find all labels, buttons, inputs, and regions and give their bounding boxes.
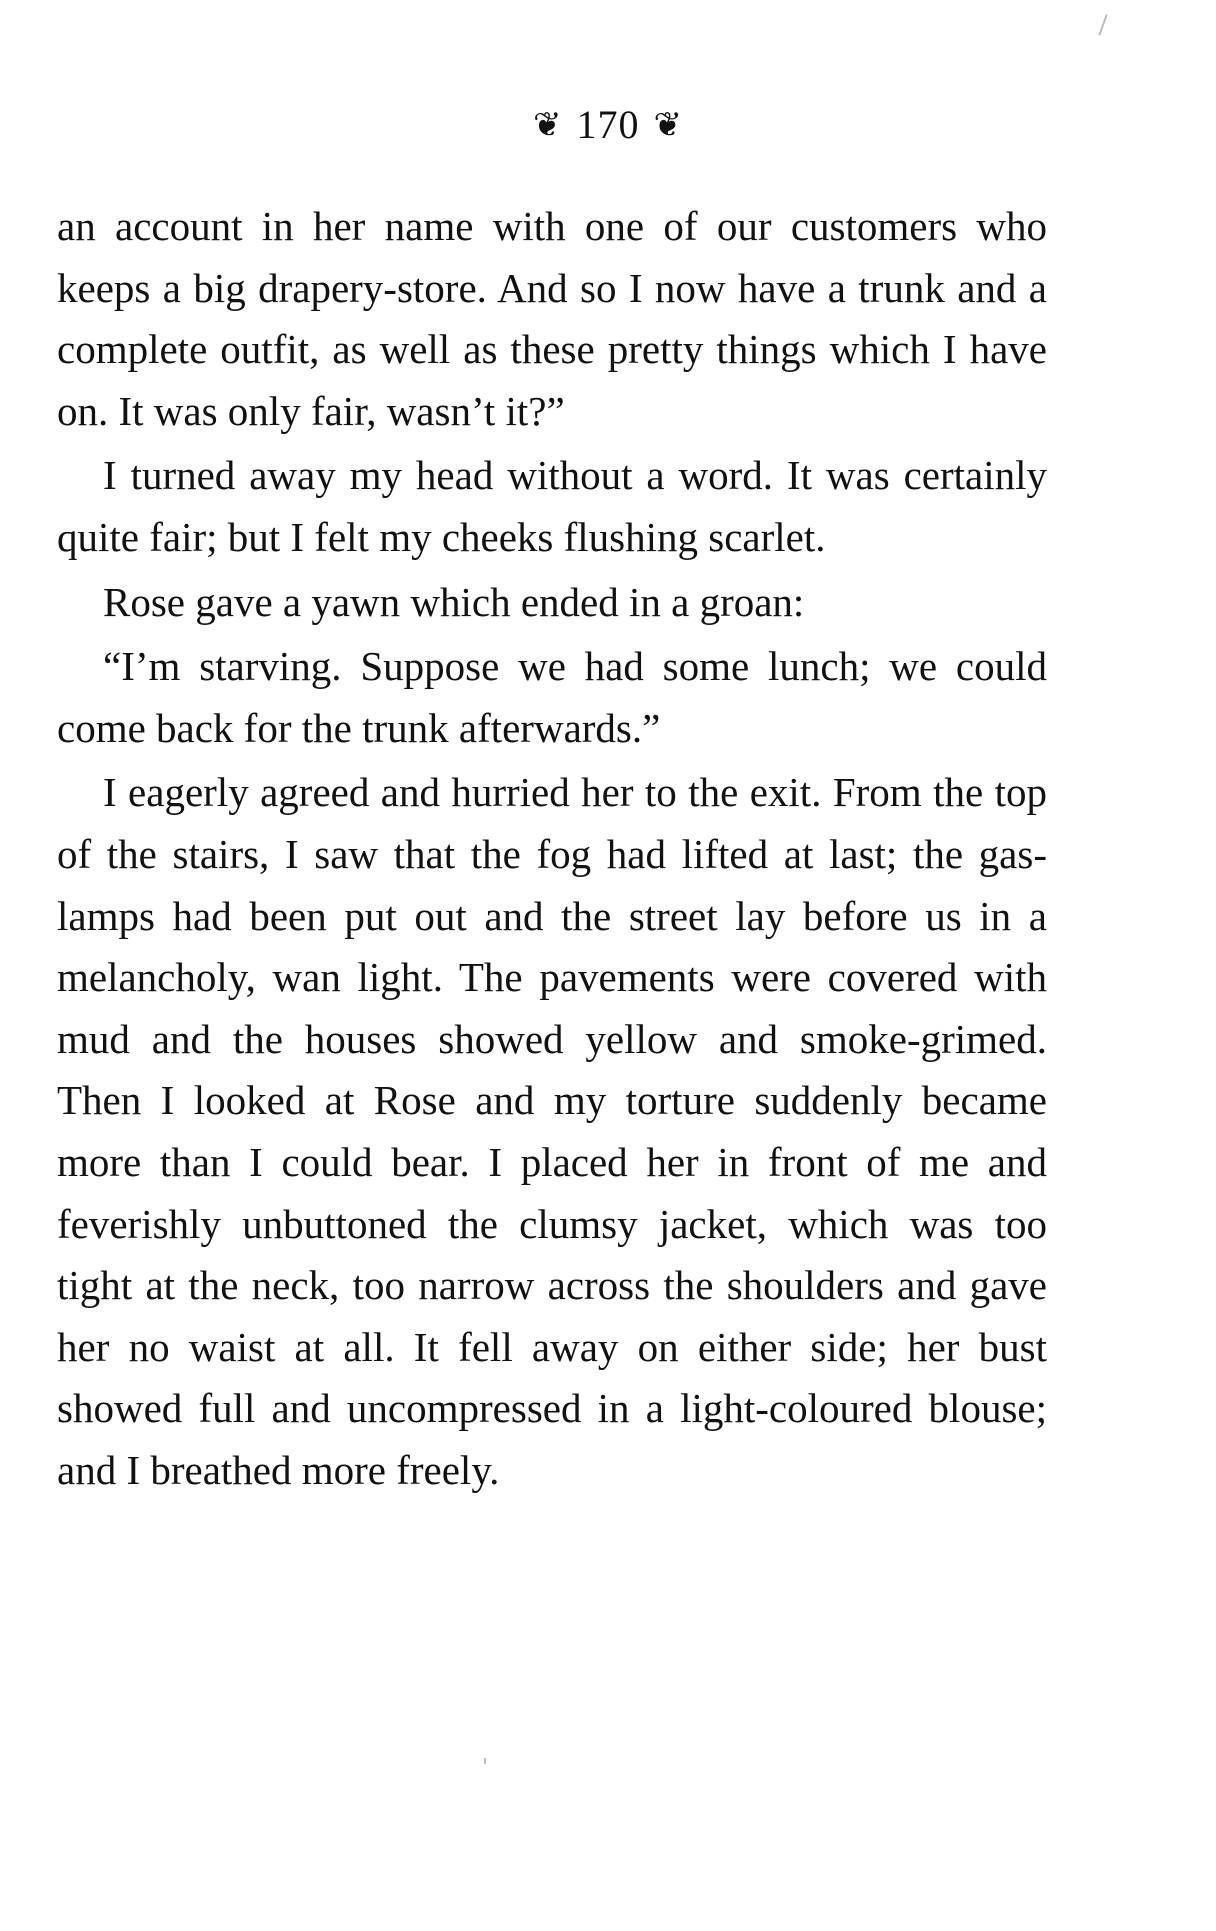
- page-number: 170: [576, 102, 640, 147]
- body-text: [57, 196, 1047, 1501]
- paper-speck: [1098, 14, 1107, 35]
- paragraph: “I’m starving. Suppose we had some lunch; we could come back for the trunk afterwards.”: [57, 643, 1047, 751]
- paragraph: I eagerly agreed and hurried her to the exit. From the top of the stairs, I saw that the fog had lifted at last; the gas-lamps had been put out and the street lay before us in a melancholy, wan light. The pavements were covered with mud and the houses showed yellow and smoke-grimed. Then I looked at Rose and my torture suddenly became more than I could bear. I placed her in front of me and feverishly unbuttoned the clumsy jacket, which was too tight at the neck, too narrow across the shoulders and gave her no waist at all. It fell away on either side; her bust showed full and uncompressed in a light-coloured blouse; and I breathed more freely.: [57, 769, 1047, 1493]
- ornament-right-icon: ❦: [653, 107, 683, 144]
- paragraph-continued: an account in her name with one of our customers who keeps a big drapery-store. And so I now have a trunk and a complete outfit, as well as these pretty things which I have on. It was only fair, wasn’t it?”: [57, 203, 1047, 434]
- paper-speck: [484, 1758, 486, 1764]
- paragraph: Rose gave a yawn which ended in a groan:: [103, 578, 805, 625]
- ornament-left-icon: ❦: [533, 107, 563, 144]
- page-header: [0, 100, 1216, 151]
- paragraph: I turned away my head without a word. It was certainly quite fair; but I felt my cheeks flushing scarlet.: [57, 452, 1047, 560]
